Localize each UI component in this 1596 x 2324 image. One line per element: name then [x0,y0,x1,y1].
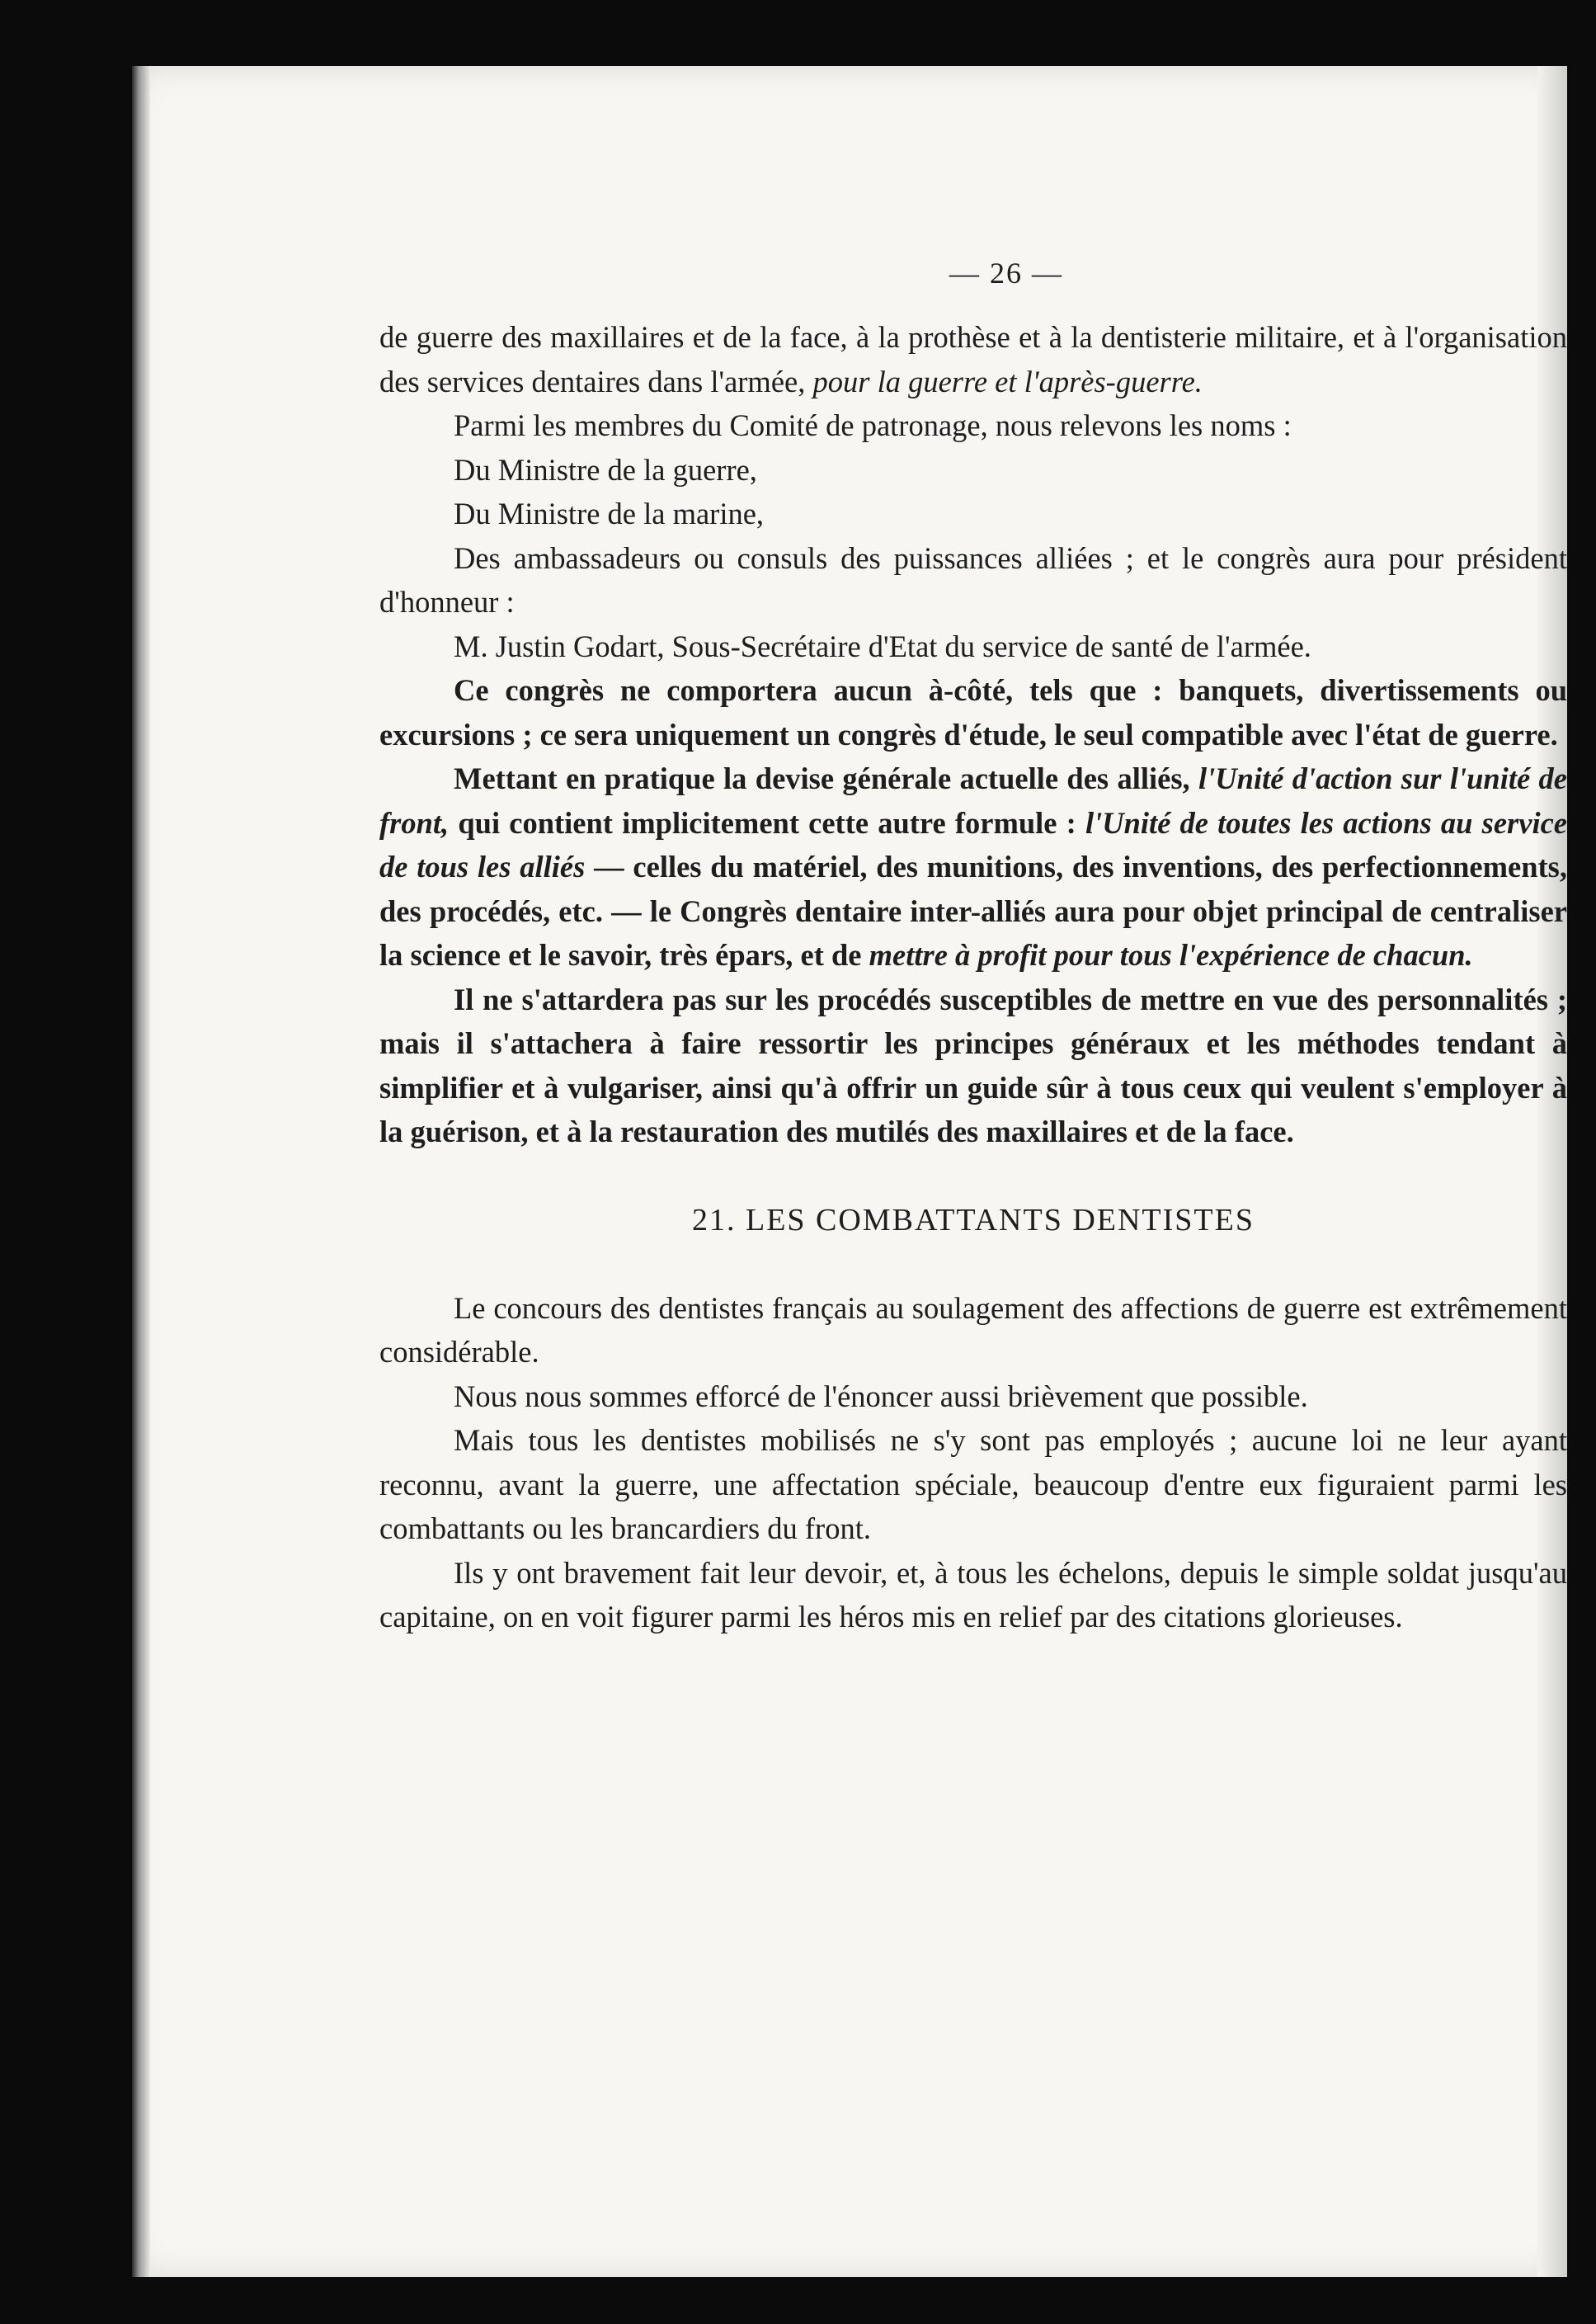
page-content [379,256,1567,1639]
devise-text-1: Mettant en pratique la devise générale actuelle des alliés, [454,761,1199,795]
book-page [132,66,1567,2277]
devise-italic-1: l'Unité d'action sur l'unité de front, [379,761,1567,840]
intro-text: de guerre des maxillaires et de la face, à la prothèse et à la dentisterie militaire, et à l'organisation des services dentaires dans l'armée, [379,320,1567,398]
devise-italic-2: l'Unité de toutes les actions au service de tous les alliés [379,805,1567,884]
ambassadors-paragraph: Des ambassadeurs ou consuls des puissances alliées ; et le congrès aura pour président d'honneur : [379,540,1567,619]
president-paragraph: M. Justin Godart, Sous-Secrétaire d'Etat du service de santé de l'armée. [454,629,1311,663]
intro-paragraph [379,315,1567,403]
section-paragraph-1: Le concours des dentistes français au soulagement des affections de guerre est extrêmement considérable. [379,1290,1567,1369]
section-paragraph-3: Mais tous les dentistes mobilisés ne s'y sont pas employés ; aucune loi ne leur ayant reconnu, avant la guerre, une affectation spéciale, beaucoup d'entre eux figuraient parmi les combattants ou les brancardiers du front. [379,1423,1567,1545]
congress-paragraph: Ce congrès ne comportera aucun à-côté, tels que : banquets, divertissements ou excursions ; ce sera uniquement un congrès d'étude, le seul compatible avec l'état de guerre. [379,673,1567,752]
page-number: — 26 — [949,257,1063,290]
section-paragraph-2: Nous nous sommes efforcé de l'énoncer aussi brièvement que possible. [454,1379,1308,1413]
section-paragraph-4: Ils y ont bravement fait leur devoir, et, à tous les échelons, depuis le simple soldat jusqu'au capitaine, on en voit figurer parmi les héros mis en relief par des citations glorieuses. [379,1555,1567,1633]
patronage-paragraph: Parmi les membres du Comité de patronage, nous relevons les noms : [454,408,1292,442]
page-binding-edge [132,66,150,2277]
devise-text-3: — celles du matériel, des munitions, des inventions, des perfectionnements, des procédés, etc. — le Congrès dentaire inter-alliés aura pour objet principal de centraliser la science et le savoir, très épars, et de [379,850,1568,972]
intro-italic-text: pour la guerre et l'après-guerre. [812,364,1203,398]
section-heading: 21. LES COMBATTANTS DENTISTES [692,1202,1255,1237]
devise-text-2: qui contient implicitement cette autre formule : [449,805,1085,840]
devise-italic-3: mettre à profit pour tous l'expérience de chacun. [869,938,1473,972]
devise-paragraph [379,757,1567,978]
patronage-item-navy-minister: Du Ministre de la marine, [454,497,765,530]
attardera-paragraph: Il ne s'attardera pas sur les procédés susceptibles de mettre en vue des personnalités ; mais il s'attachera à faire ressortir les principes généraux et les méthodes tendant à simplifier et à vulgariser, ainsi qu'à offrir un guide sûr à tous ceux qui veulent s'employer à la guérison, et à la restauration des mutilés des maxillaires et de la face. [379,982,1567,1148]
patronage-item-war-minister: Du Ministre de la guerre, [454,452,757,487]
